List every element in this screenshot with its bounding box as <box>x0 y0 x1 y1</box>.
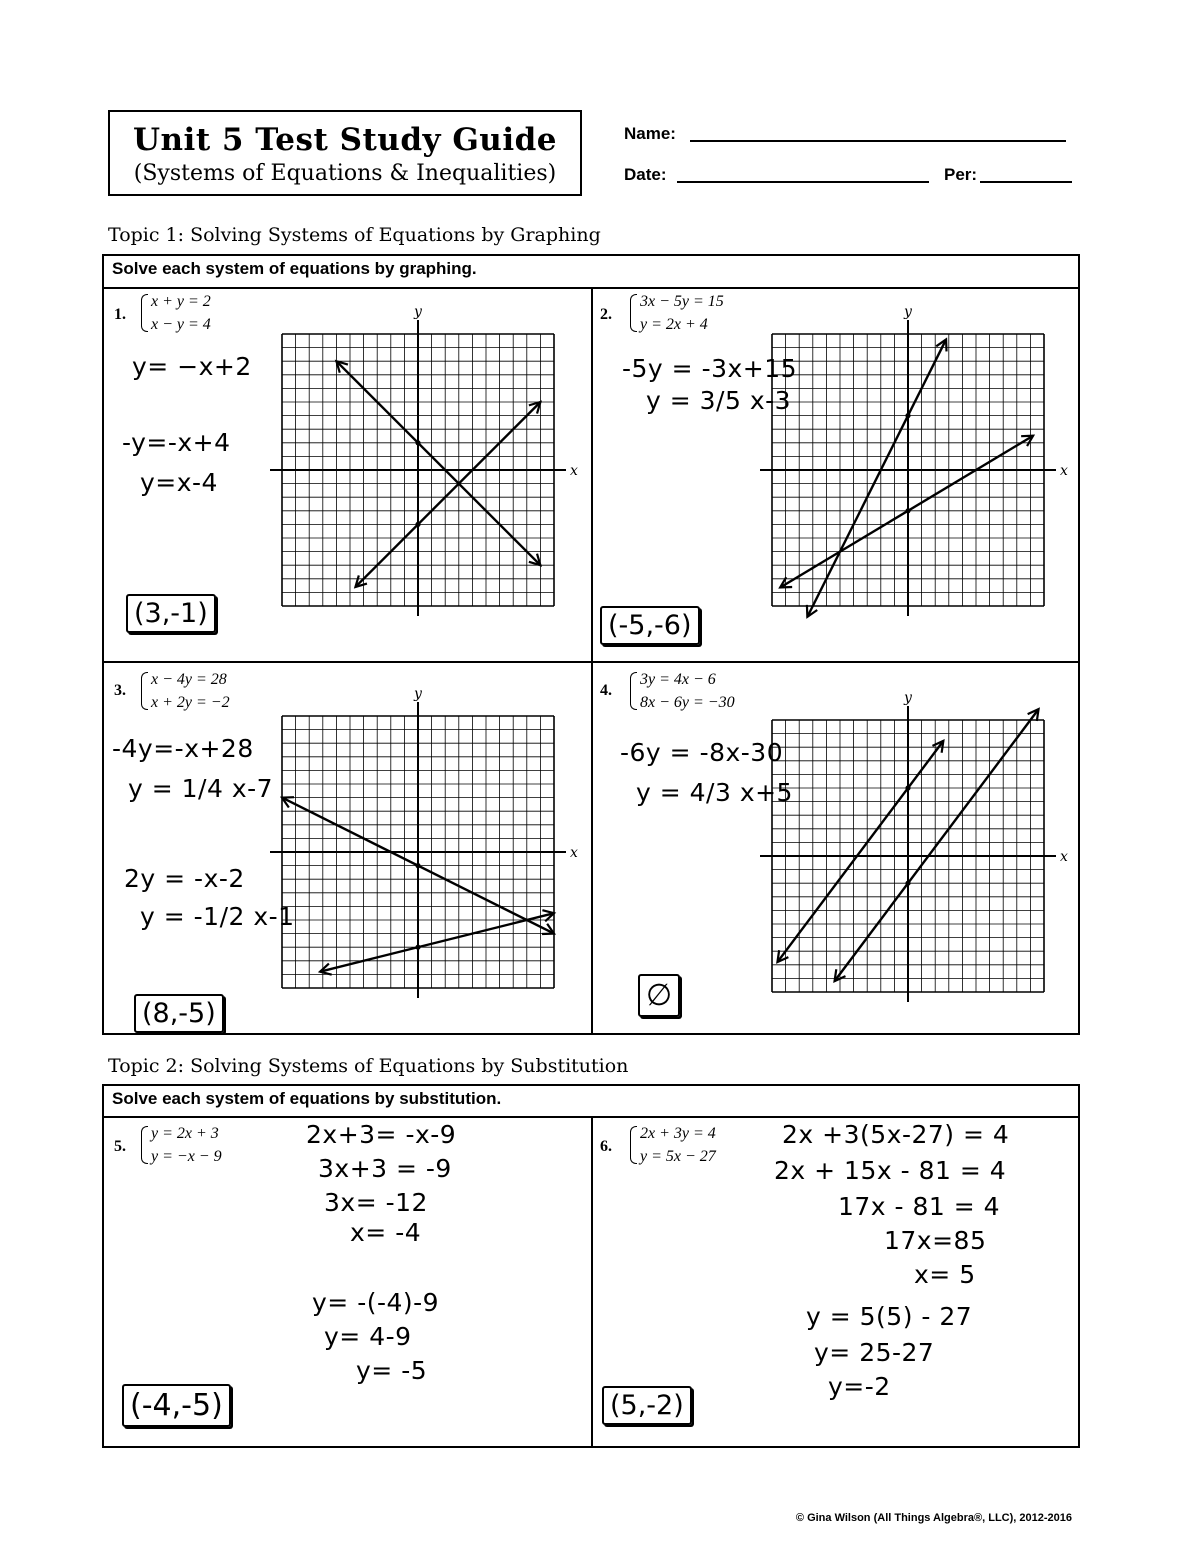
coordinate-graph <box>752 686 1074 1016</box>
work-line: y = 5(5) - 27 <box>806 1302 973 1331</box>
coordinate-graph <box>752 300 1074 630</box>
work-line: 17x=85 <box>884 1226 987 1255</box>
graph-line <box>355 402 540 587</box>
date-label: Date: <box>624 165 667 184</box>
work-line: x= -4 <box>350 1218 422 1247</box>
answer-box: ∅ <box>638 974 680 1017</box>
work-line: y= -(-4)-9 <box>312 1288 440 1317</box>
work-line: -4y=-x+28 <box>112 734 254 763</box>
y-axis-label: y <box>904 690 912 706</box>
work-line: y = 3/5 x-3 <box>646 386 792 415</box>
equation: 3y = 4x − 6 <box>640 671 716 688</box>
topic2-heading: Topic 2: Solving Systems of Equations by Substitution <box>108 1055 629 1077</box>
divider <box>104 661 1078 663</box>
topic1-instruction: Solve each system of equations by graphing. <box>104 256 1078 289</box>
problem-6-system <box>630 1122 716 1168</box>
graph-line <box>807 339 946 616</box>
name-field[interactable] <box>690 140 1066 142</box>
graph-line <box>320 913 554 971</box>
graph-line <box>336 361 540 565</box>
work-line: -6y = -8x-30 <box>620 738 784 767</box>
x-axis-label: x <box>570 463 578 479</box>
equation: 2x + 3y = 4 <box>640 1125 716 1142</box>
divider <box>591 1118 593 1446</box>
problem-5-system <box>141 1122 222 1168</box>
y-axis-label: y <box>414 686 422 702</box>
y-axis-label: y <box>414 304 422 320</box>
equation: y = 2x + 3 <box>151 1125 219 1142</box>
topic2-instruction: Solve each system of equations by substitution. <box>104 1086 1078 1118</box>
problem-4-system <box>630 668 735 714</box>
problem-6-number: 6. <box>600 1138 612 1155</box>
work-line: y = -1/2 x-1 <box>140 902 295 931</box>
work-line: 3x= -12 <box>324 1188 428 1217</box>
page-subtitle: (Systems of Equations & Inequalities) <box>133 161 557 186</box>
problem-3-number: 3. <box>114 682 126 699</box>
work-line: -y=-x+4 <box>122 428 231 457</box>
problem-1-system <box>141 290 211 336</box>
work-line: 2y = -x-2 <box>124 864 245 893</box>
plotted-point <box>415 863 420 868</box>
plotted-point <box>905 413 910 418</box>
plotted-point <box>905 508 910 513</box>
answer-box: (3,-1) <box>126 594 216 633</box>
plotted-point <box>905 785 910 790</box>
problem-5-number: 5. <box>114 1138 126 1155</box>
work-line: 2x +3(5x-27) = 4 <box>782 1120 1010 1149</box>
period-field[interactable] <box>980 181 1072 183</box>
work-line: y= 25-27 <box>814 1338 935 1367</box>
answer-box: (5,-2) <box>602 1386 692 1425</box>
equation: y = −x − 9 <box>151 1148 222 1165</box>
equation: 3x − 5y = 15 <box>640 293 724 310</box>
answer-box: (8,-5) <box>134 994 224 1033</box>
period-label: Per: <box>944 165 978 184</box>
equation: y = 2x + 4 <box>640 316 708 333</box>
work-line: y = 4/3 x+5 <box>636 778 793 807</box>
page-title: Unit 5 Test Study Guide <box>132 122 558 158</box>
y-axis-label: y <box>904 304 912 320</box>
plotted-point <box>415 945 420 950</box>
answer-box: (-4,-5) <box>122 1384 231 1427</box>
topic1-heading: Topic 1: Solving Systems of Equations by Graphing <box>108 224 601 246</box>
work-line: y = 1/4 x-7 <box>128 774 274 803</box>
x-axis-label: x <box>1060 849 1068 865</box>
date-field[interactable] <box>677 181 929 183</box>
title-box <box>108 110 582 196</box>
work-line: 2x + 15x - 81 = 4 <box>774 1156 1007 1185</box>
work-line: y=x-4 <box>140 468 218 497</box>
equation: x − y = 4 <box>151 316 211 333</box>
work-line: y= −x+2 <box>132 352 252 381</box>
work-line: y= 4-9 <box>324 1322 412 1351</box>
coordinate-graph <box>262 682 584 1012</box>
equation: x + 2y = −2 <box>151 694 230 711</box>
plotted-point <box>415 522 420 527</box>
problem-1-number: 1. <box>114 306 126 323</box>
work-line: x= 5 <box>914 1260 976 1289</box>
problem-4-number: 4. <box>600 682 612 699</box>
work-line: y= -5 <box>356 1356 428 1385</box>
work-line: 3x+3 = -9 <box>318 1154 452 1183</box>
work-line: 2x+3= -x-9 <box>306 1120 457 1149</box>
work-line: y=-2 <box>828 1372 891 1401</box>
equation: x − 4y = 28 <box>151 671 227 688</box>
answer-box: (-5,-6) <box>600 606 700 645</box>
equation: y = 5x − 27 <box>640 1148 716 1165</box>
equation: 8x − 6y = −30 <box>640 694 735 711</box>
plotted-point <box>905 881 910 886</box>
copyright-footer: © Gina Wilson (All Things Algebra®, LLC), 2012-2016 <box>795 1512 1072 1524</box>
work-line: 17x - 81 = 4 <box>838 1192 1001 1221</box>
plotted-point <box>415 440 420 445</box>
name-label: Name: <box>624 124 676 143</box>
problem-2-number: 2. <box>600 306 612 323</box>
equation: x + y = 2 <box>151 293 211 310</box>
coordinate-graph <box>262 300 584 630</box>
work-line: -5y = -3x+15 <box>622 354 798 383</box>
problem-2-system <box>630 290 724 336</box>
problem-3-system <box>141 668 230 714</box>
x-axis-label: x <box>1060 463 1068 479</box>
x-axis-label: x <box>570 845 578 861</box>
